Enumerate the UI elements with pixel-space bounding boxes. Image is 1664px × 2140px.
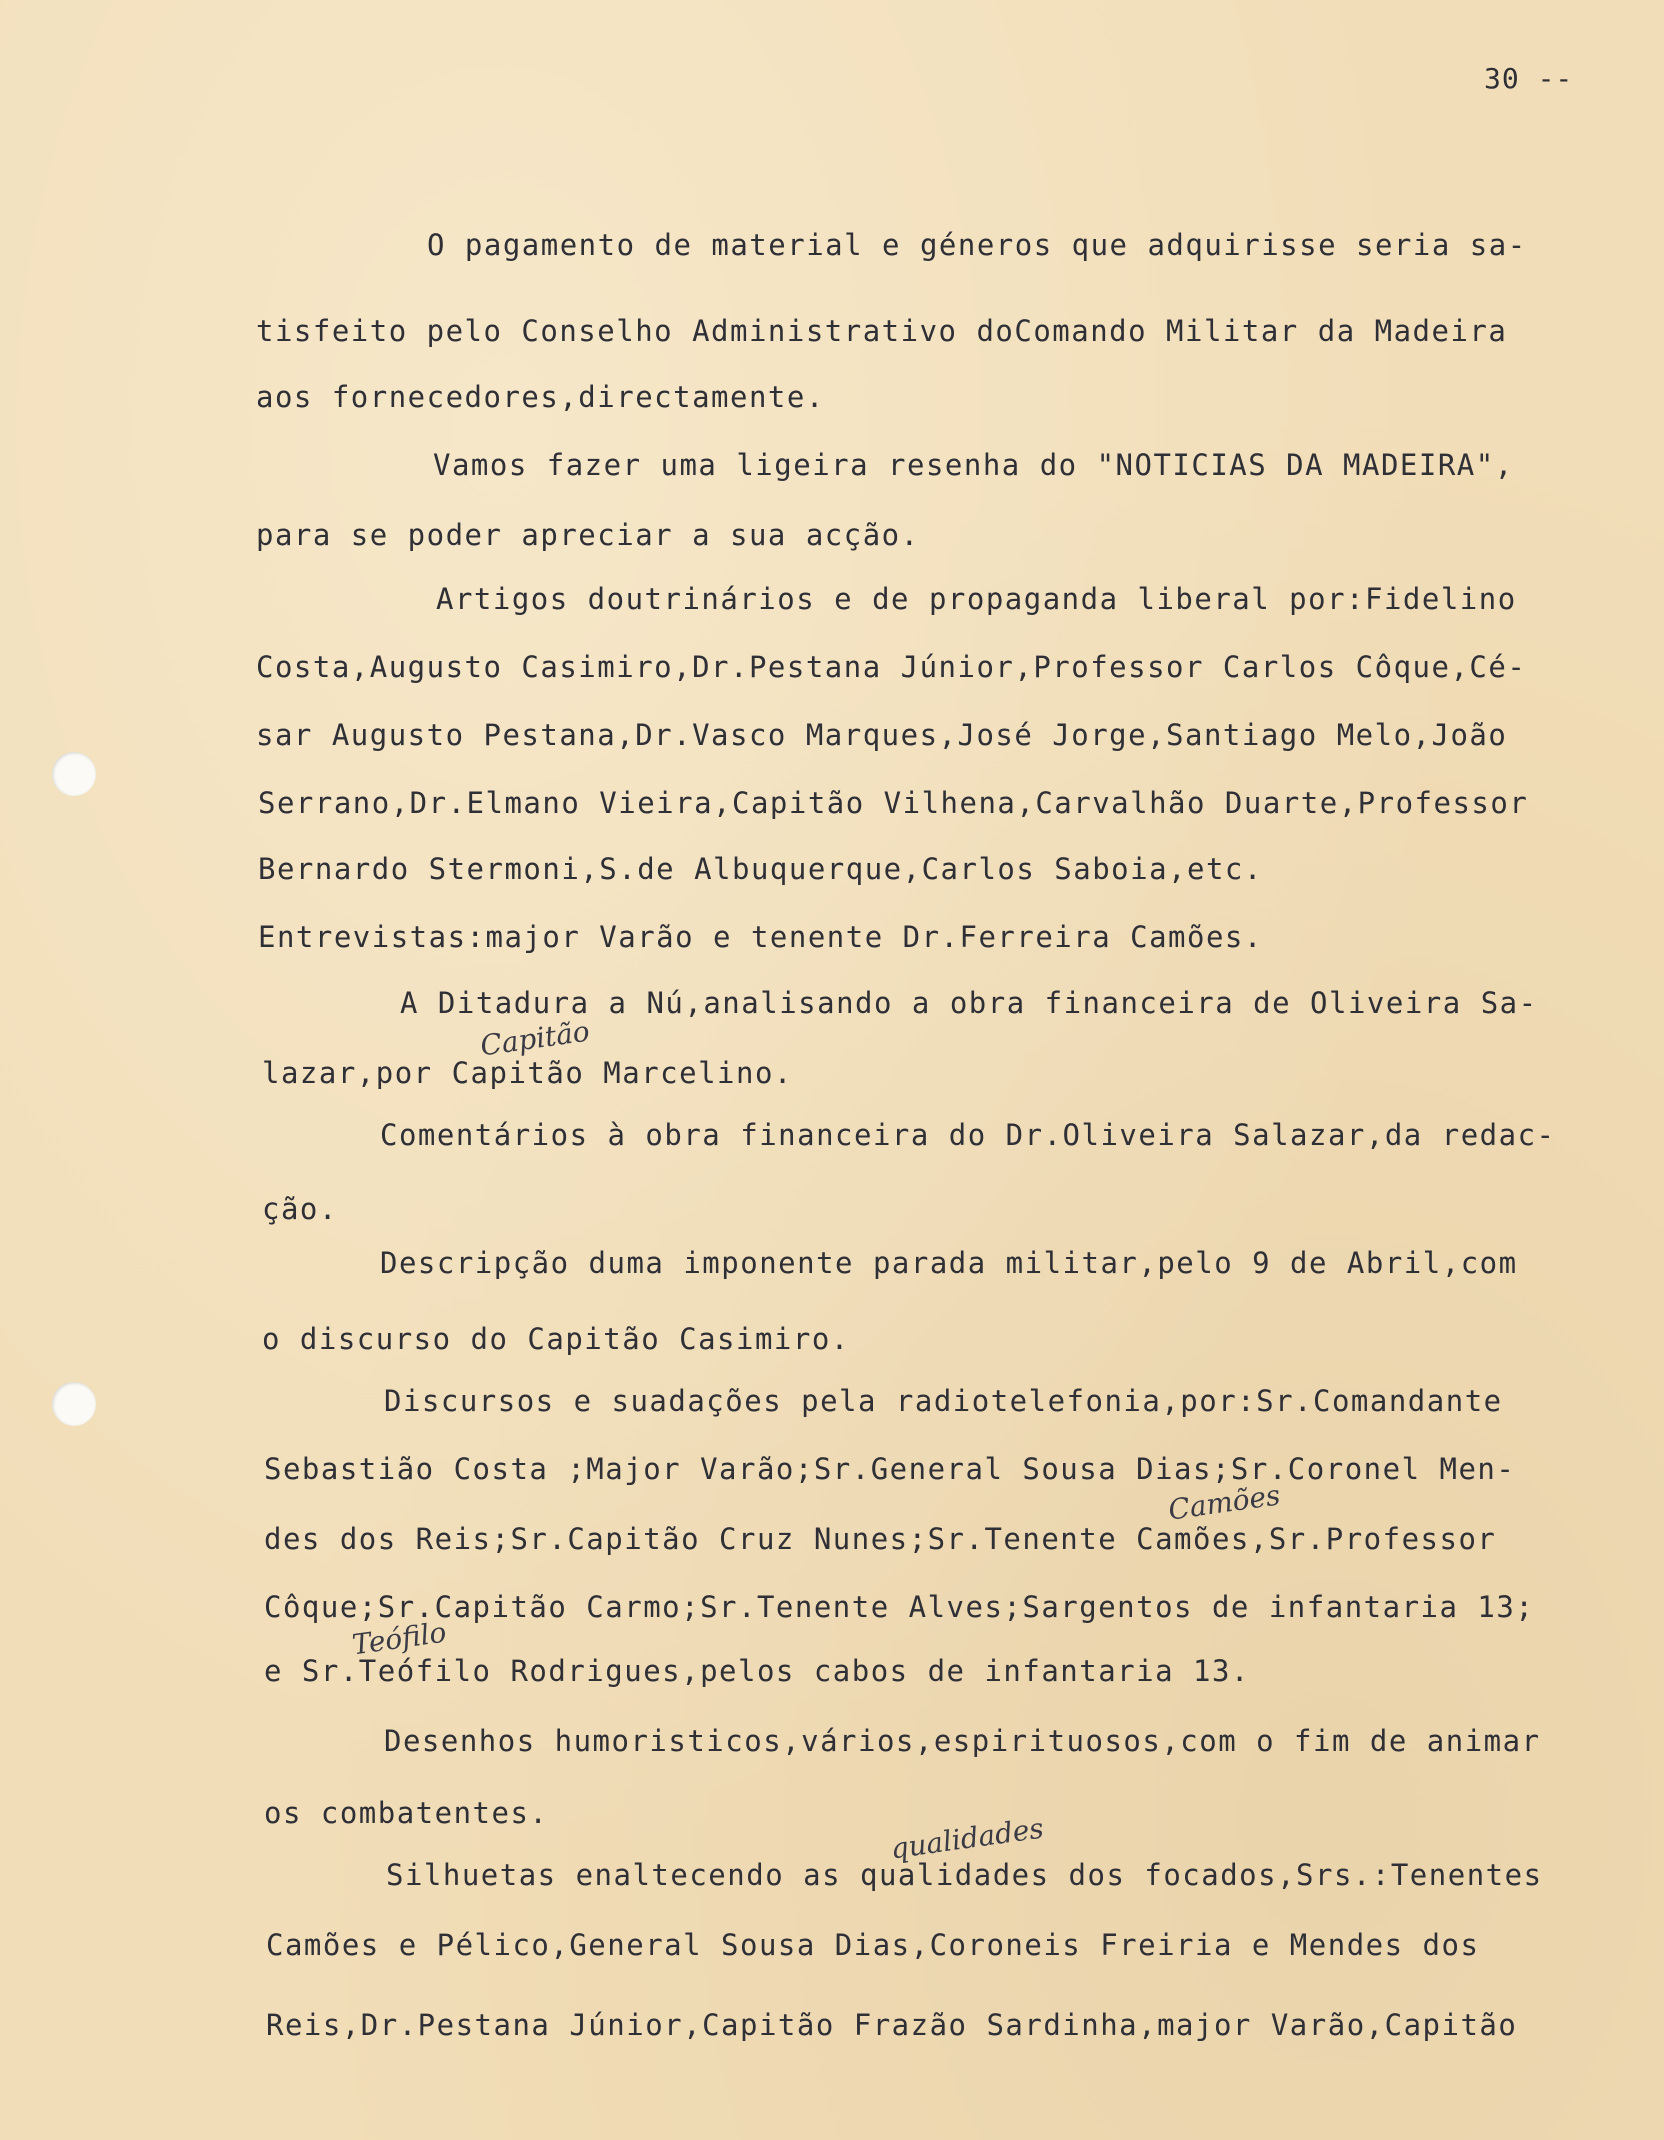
text-line: des dos Reis;Sr.Capitão Cruz Nunes;Sr.Tenente Camões,Sr.Professor [264, 1522, 1497, 1556]
text-line: Côque;Sr.Capitão Carmo;Sr.Tenente Alves;Sargentos de infantaria 13; [264, 1590, 1535, 1624]
text-line: Discursos e suadações pela radiotelefonia,por:Sr.Comandante [384, 1384, 1503, 1418]
text-line: Reis,Dr.Pestana Júnior,Capitão Frazão Sardinha,major Varão,Capitão [266, 2008, 1518, 2042]
text-line: Silhuetas enaltecendo as qualidades dos focados,Srs.:Tenentes [386, 1858, 1543, 1892]
text-line: o discurso do Capitão Casimiro. [262, 1322, 850, 1356]
punch-hole-lower [52, 1382, 96, 1426]
text-line: Serrano,Dr.Elmano Vieira,Capitão Vilhena,Carvalhão Duarte,Professor [258, 786, 1529, 820]
punch-hole-upper [52, 752, 96, 796]
text-line: Bernardo Stermoni,S.de Albuquerque,Carlos Saboia,etc. [258, 852, 1263, 886]
handwritten-teofilo: Teófilo [350, 1615, 449, 1662]
text-line: ção. [262, 1192, 338, 1226]
text-line: O pagamento de material e géneros que adquirisse seria sa- [427, 228, 1527, 262]
text-line: Comentários à obra financeira do Dr.Oliveira Salazar,da redac- [380, 1118, 1556, 1152]
text-line: Desenhos humoristicos,vários,espirituosos,com o fim de animar [384, 1724, 1541, 1758]
page-number: 30 -- [1484, 62, 1574, 95]
text-line: lazar,por Capitão Marcelino. [262, 1056, 793, 1090]
text-line: Artigos doutrinários e de propaganda liberal por:Fidelino [436, 582, 1517, 616]
handwritten-camoes: Camões [1166, 1478, 1283, 1527]
text-line: sar Augusto Pestana,Dr.Vasco Marques,José Jorge,Santiago Melo,João [256, 718, 1508, 752]
text-line: Camões e Pélico,General Sousa Dias,Coroneis Freiria e Mendes dos [266, 1928, 1480, 1962]
text-line: Entrevistas:major Varão e tenente Dr.Ferreira Camões. [258, 920, 1263, 954]
text-line: e Sr.Teófilo Rodrigues,pelos cabos de infantaria 13. [264, 1654, 1250, 1688]
text-line: A Ditadura a Nú,analisando a obra financeira de Oliveira Sa- [400, 986, 1538, 1020]
text-line: Vamos fazer uma ligeira resenha do "NOTICIAS DA MADEIRA", [433, 448, 1514, 482]
text-line: aos fornecedores,directamente. [256, 380, 825, 414]
text-line: os combatentes. [264, 1796, 549, 1830]
text-line: Descripção duma imponente parada militar,pelo 9 de Abril,com [380, 1246, 1518, 1280]
text-line: para se poder apreciar a sua acção. [256, 518, 920, 552]
text-line: tisfeito pelo Conselho Administrativo doComando Militar da Madeira [256, 314, 1508, 348]
handwritten-capitao: Capitão [478, 1014, 592, 1063]
handwritten-qualidades: qualidades [888, 1811, 1046, 1866]
text-line: Costa,Augusto Casimiro,Dr.Pestana Júnior,Professor Carlos Côque,Cé- [256, 650, 1527, 684]
text-line: Sebastião Costa ;Major Varão;Sr.General Sousa Dias;Sr.Coronel Men- [264, 1452, 1516, 1486]
